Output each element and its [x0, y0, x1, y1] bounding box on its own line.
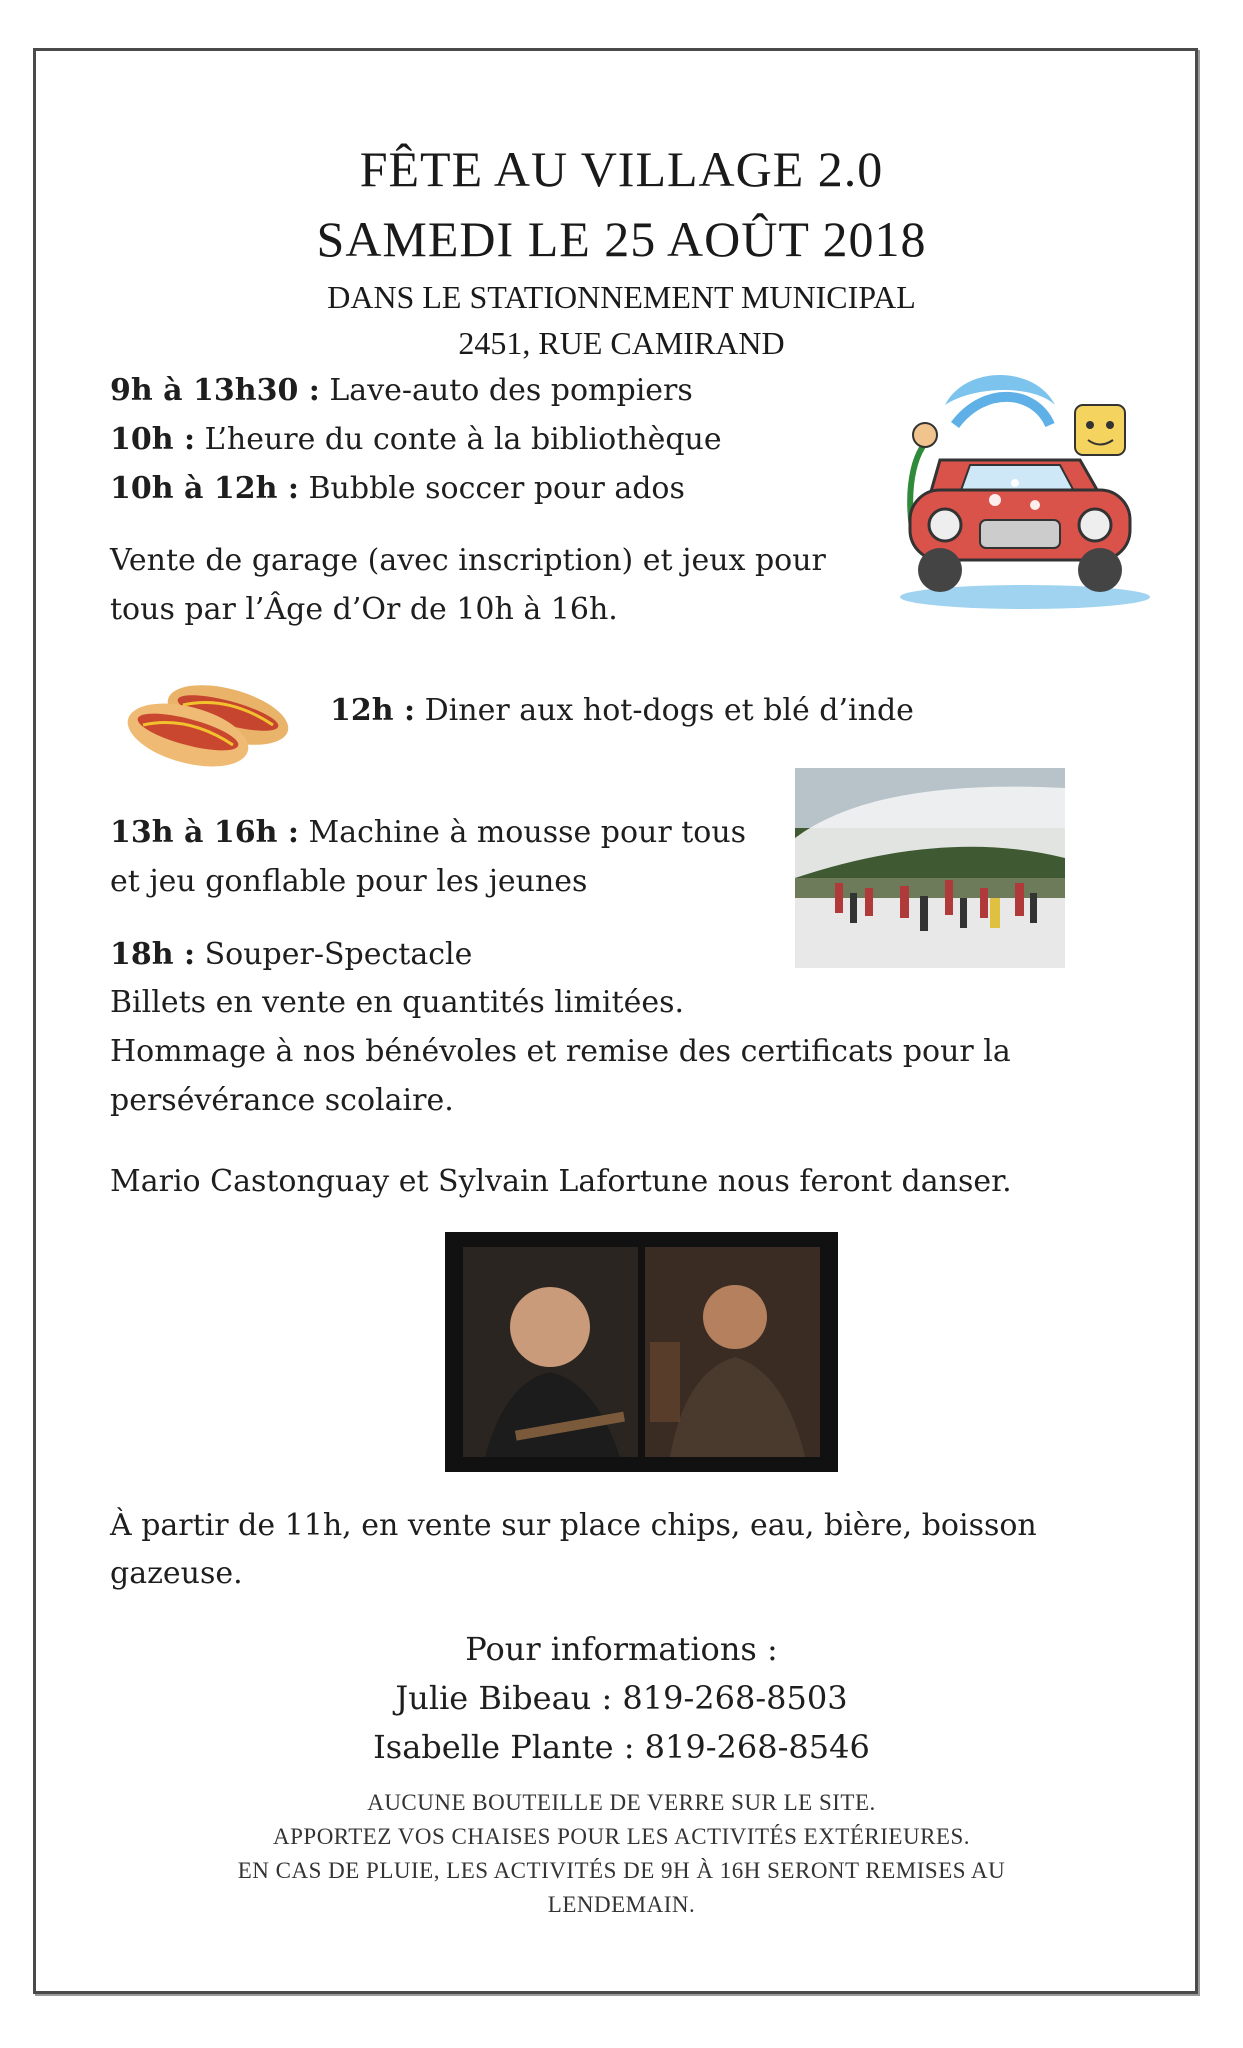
title-date: SAMEDI LE 25 AOÛT 2018	[316, 211, 927, 267]
notice-line: AUCUNE BOUTEILLE DE VERRE SUR LE SITE.	[367, 1790, 876, 1815]
foam-line2: et jeu gonflable pour les jeunes	[110, 864, 588, 899]
notice-line: LENDEMAIN.	[547, 1892, 696, 1917]
musicians-photo	[445, 1232, 838, 1472]
foam-line1: 13h à 16h : Machine à mousse pour tous	[110, 815, 747, 850]
garage-sale-line2: tous par l’Âge d’Or de 10h à 16h.	[110, 592, 618, 627]
foam-party-photo	[795, 768, 1065, 968]
contact-person1: Julie Bibeau : 819-268-8503	[395, 1679, 848, 1717]
car-wash-illustration	[885, 365, 1155, 615]
contact-person2: Isabelle Plante : 819-268-8546	[373, 1728, 870, 1766]
notice-line: APPORTEZ VOS CHAISES POUR LES ACTIVITÉS EXTÉRIEURES.	[273, 1824, 970, 1849]
supper-line2: Billets en vente en quantités limitées.	[110, 985, 685, 1020]
schedule-item: 10h à 12h : Bubble soccer pour ados	[110, 471, 685, 506]
hot-dog-illustration	[118, 670, 293, 780]
sales-line2: gazeuse.	[110, 1556, 243, 1591]
location-name: DANS LE STATIONNEMENT MUNICIPAL	[327, 279, 916, 315]
sales-line1: À partir de 11h, en vente sur place chips, eau, bière, boisson	[110, 1508, 1037, 1543]
lunch-line: 12h : Diner aux hot-dogs et blé d’inde	[330, 693, 914, 728]
contact-heading: Pour informations :	[465, 1630, 778, 1668]
location-address: 2451, RUE CAMIRAND	[458, 325, 785, 361]
notice-line: EN CAS DE PLUIE, LES ACTIVITÉS DE 9H À 16H SERONT REMISES AU	[237, 1858, 1006, 1883]
garage-sale-line1: Vente de garage (avec inscription) et jeux pour	[110, 543, 826, 578]
supper-line1: 18h : Souper-Spectacle	[110, 937, 473, 972]
supper-line4: persévérance scolaire.	[110, 1083, 454, 1118]
schedule-item: 10h : L’heure du conte à la bibliothèque	[110, 422, 722, 457]
supper-line3: Hommage à nos bénévoles et remise des certificats pour la	[110, 1034, 1011, 1069]
title-event: FÊTE AU VILLAGE 2.0	[359, 141, 884, 197]
schedule-item: 9h à 13h30 : Lave-auto des pompiers	[110, 373, 693, 408]
musicians-line: Mario Castonguay et Sylvain Lafortune nous feront danser.	[110, 1164, 1012, 1199]
